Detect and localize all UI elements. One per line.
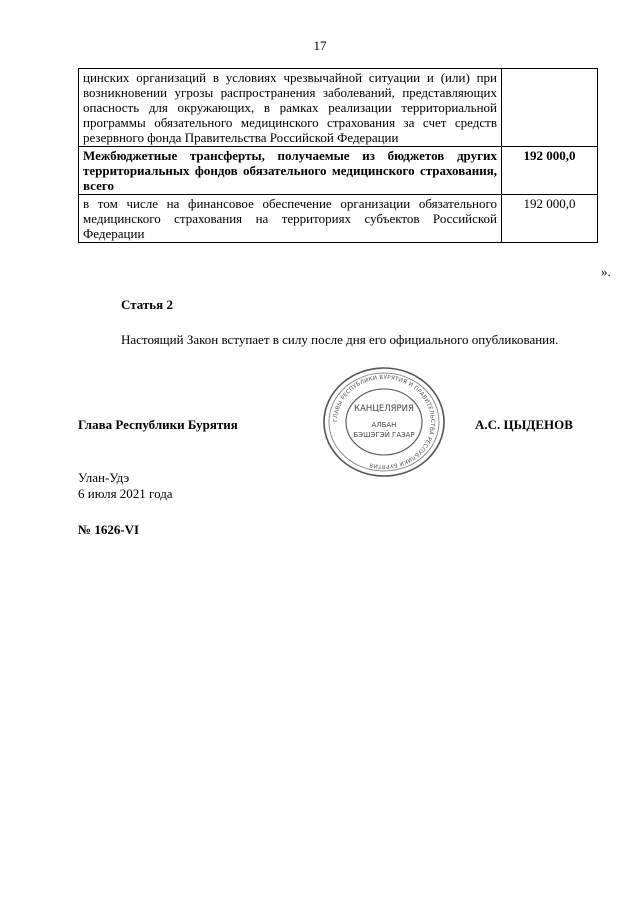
seal-ring-text: ГЛАВЫ РЕСПУБЛИКИ БУРЯТИЯ И ПРАВИТЕЛЬСТВА РЕСПУБЛИКИ БУРЯТИЯ: [332, 374, 436, 470]
signer-name: А.С. ЦЫДЕНОВ: [475, 417, 573, 432]
date: 6 июля 2021 года: [78, 486, 173, 501]
row-description: в том числе на финансовое обеспечение организации обязательного медицинского страхования на территориях субъектов Российской Федерации: [79, 195, 502, 243]
row-description: цинских организаций в условиях чрезвычайной ситуации и (или) при возникновении угрозы распространения заболеваний, представляющих опасность для окружающих, в рамках реализации территориальной программы обязательного медицинского страхования за счет средств резервного фонда Правительства Российской Федерации: [79, 69, 502, 147]
row-amount: 192 000,0: [502, 147, 598, 195]
page-number: 17: [313, 38, 327, 53]
article-body: Настоящий Закон вступает в силу после дня его официального опубликования.: [121, 332, 559, 347]
document-number: № 1626-VI: [78, 522, 140, 537]
table-row: [79, 195, 598, 243]
row-description: Межбюджетные трансферты, получаемые из бюджетов других территориальных фондов обязательного медицинского страхования, всего: [79, 147, 502, 195]
table-row: [79, 147, 598, 195]
table-row: [79, 69, 598, 147]
signer-title: Глава Республики Бурятия: [78, 417, 238, 432]
row-amount: 192 000,0: [502, 195, 598, 243]
seal-line1: КАНЦЕЛЯРИЯ: [354, 404, 414, 414]
official-seal-icon: [321, 366, 447, 478]
budget-table: [78, 68, 598, 243]
seal-line2: АЛБАН: [371, 421, 397, 429]
seal-line3: БЭШЭГЭЙ ГАЗАР: [353, 431, 415, 439]
row-amount: [502, 69, 598, 147]
place: Улан-Удэ: [78, 470, 130, 485]
article-title: Статья 2: [121, 297, 173, 312]
closing-quote: ».: [601, 264, 611, 279]
